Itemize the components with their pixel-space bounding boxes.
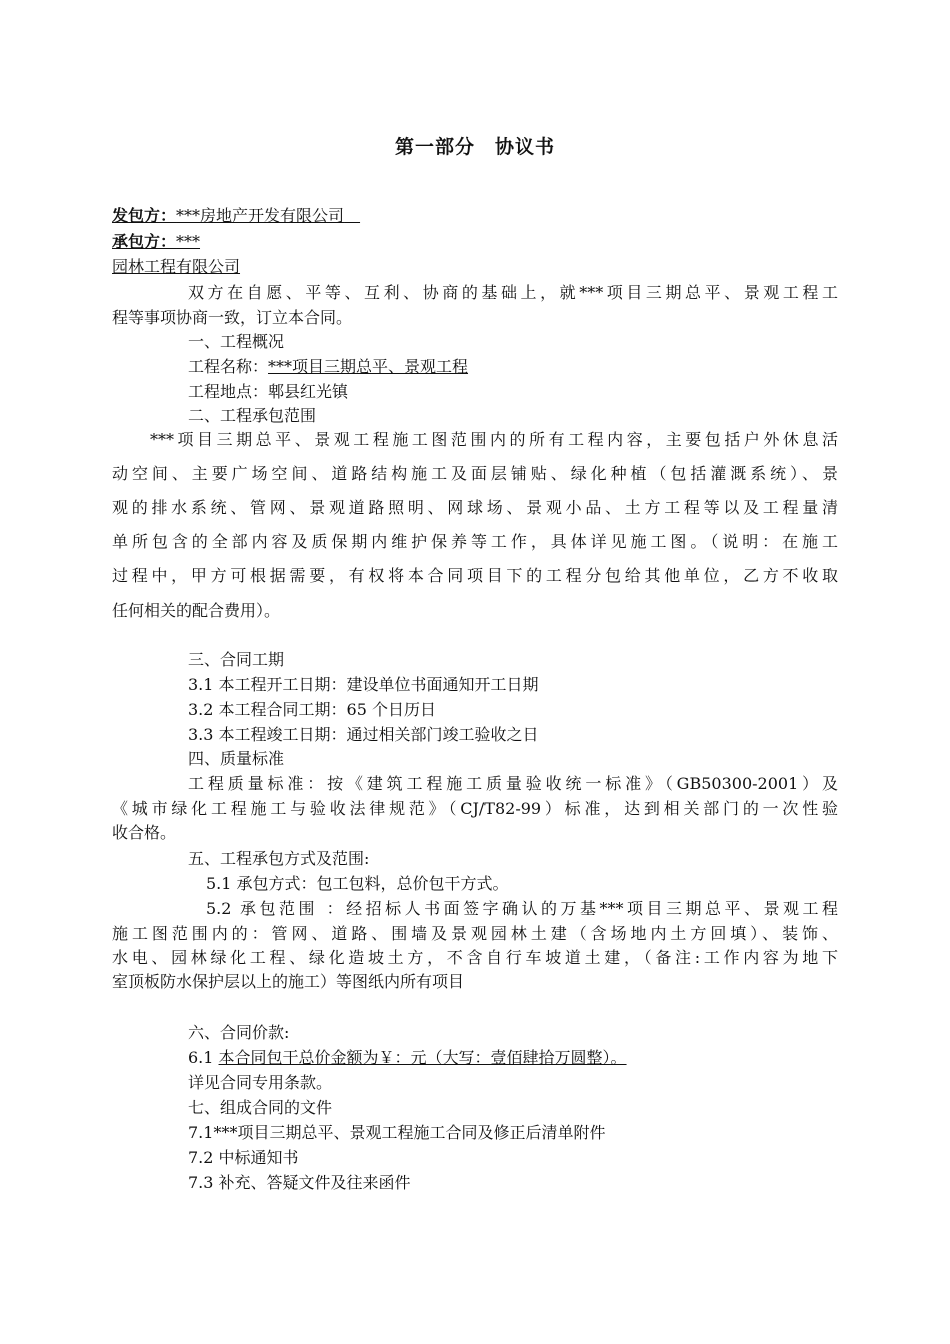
contract-mode: 5.1 承包方式：包工包料，总价包干方式。 <box>206 874 509 893</box>
section-5-heading: 五、工程承包方式及范围: <box>188 849 370 868</box>
term-completion: 3.3 本工程竣工日期：通过相关部门竣工验收之日 <box>188 725 539 744</box>
term-start: 3.1 本工程开工日期：建设单位书面通知开工日期 <box>188 675 539 694</box>
scope-line-3: 观的排水系统、管网、景观道路照明、网球场、景观小品、土方工程等以及工程量清 <box>112 498 838 517</box>
quality-line-2: 《城市绿化工程施工与验收法律规范》（CJ/T82-99）标准，达到相关部门的一次性验 <box>112 799 838 818</box>
contract-price-line <box>188 1047 627 1069</box>
scope-line-5: 过程中，甲方可根据需要，有权将本合同项目下的工程分包给其他单位，乙方不收取 <box>112 566 838 585</box>
section-4-heading: 四、质量标准 <box>188 749 285 768</box>
project-name-line <box>188 356 468 378</box>
contract-price-detail: 详见合同专用条款。 <box>188 1073 333 1092</box>
scope-line-2: 动空间、主要广场空间、道路结构施工及面层铺贴、绿化种植（包括灌溉系统）、景 <box>112 464 838 483</box>
contractor-name-cont-text: 园林工程有限公司 <box>112 257 241 276</box>
section-7-heading: 七、组成合同的文件 <box>188 1098 333 1117</box>
contractor-name-cont <box>112 256 240 278</box>
section-2-heading: 二、工程承包范围 <box>188 406 317 425</box>
quality-line-1: 工程质量标准：按《建筑工程施工质量验收统一标准》（GB50300-2001）及 <box>188 774 838 793</box>
employer-label: 发包方： <box>112 206 177 225</box>
project-name-label: 工程名称： <box>188 357 269 376</box>
project-name: ***项目三期总平、景观工程 <box>268 357 469 376</box>
scope-line-1: ***项目三期总平、景观工程施工图范围内的所有工程内容，主要包括户外休息活 <box>150 430 838 449</box>
contract-price-prefix: 6.1 <box>188 1048 219 1067</box>
quality-line-3: 收合格。 <box>112 823 177 842</box>
contract-docs-item-3: 7.3 补充、答疑文件及往来函件 <box>188 1173 411 1192</box>
contract-scope-line-2: 施工图范围内的：管网、道路、围墙及景观园林土建（含场地内土方回填）、装饰、 <box>112 924 838 943</box>
contract-price-amount: 本合同包干总价金额为￥：元（大写：壹佰肆拾万圆整）。 <box>218 1048 627 1067</box>
contract-docs-item-1: 7.1***项目三期总平、景观工程施工合同及修正后清单附件 <box>188 1123 606 1142</box>
contract-scope-line-4: 室顶板防水保护层以上的施工）等图纸内所有项目 <box>112 972 465 991</box>
section-1-heading: 一、工程概况 <box>188 332 285 351</box>
contractor-name: *** <box>176 232 201 251</box>
contract-scope-line-3: 水电、园林绿化工程、绿化造坡土方，不含自行车坡道土建，（备注:工作内容为地下 <box>112 948 838 967</box>
document-title: 第一部分 协议书 <box>394 136 555 158</box>
term-duration: 3.2 本工程合同工期：65 个日历日 <box>188 700 436 719</box>
intro-line-1: 双方在自愿、平等、互利、协商的基础上，就***项目三期总平、景观工程工 <box>188 283 838 302</box>
contract-docs-item-2: 7.2 中标通知书 <box>188 1148 299 1167</box>
section-6-heading: 六、合同价款: <box>188 1023 290 1042</box>
scope-line-4: 单所包含的全部内容及质保期内维护保养等工作，具体详见施工图。（说明：在施工 <box>112 532 838 551</box>
contractor-line <box>112 231 200 253</box>
project-site: 工程地点：郫县红光镇 <box>188 382 349 401</box>
section-3-heading: 三、合同工期 <box>188 650 285 669</box>
contractor-label: 承包方： <box>112 232 177 251</box>
employer-name: ***房地产开发有限公司 <box>176 206 345 225</box>
contract-scope-line-1: 5.2 承包范围 ：经招标人书面签字确认的万基***项目三期总平、景观工程 <box>206 899 838 918</box>
scope-line-6: 任何相关的配合费用）。 <box>112 601 281 620</box>
employer-line <box>112 205 360 227</box>
intro-line-2: 程等事项协商一致，订立本合同。 <box>112 308 353 327</box>
